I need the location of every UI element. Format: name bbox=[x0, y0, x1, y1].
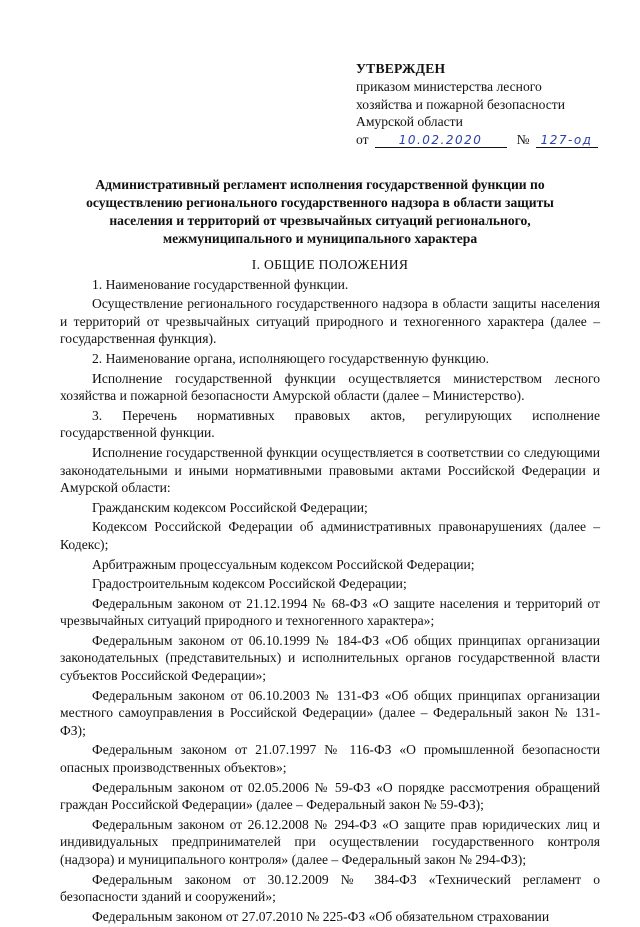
paragraph: 1. Наименование государственной функции. bbox=[92, 276, 349, 292]
paragraph: 3. Перечень нормативных правовых актов, регулирующих исполнение государственной функции. bbox=[60, 407, 600, 441]
handwritten-date: 10.02.2020 bbox=[375, 133, 507, 148]
paragraph: Федеральным законом от 27.07.2010 № 225-ФЗ «Об обязательном страховании bbox=[92, 908, 550, 924]
paragraph: Федеральным законом от 26.12.2008 № 294-ФЗ «О защите прав юридических лиц и индивидуальных предпринимателей при осуществлении государственного контроля (надзора) и муниципального контроля» (далее – Федеральный закон № 294-ФЗ); bbox=[60, 816, 600, 867]
approval-stamp bbox=[356, 60, 606, 149]
paragraph: Исполнение государственной функции осуществляется в соответствии со следующими законодательными и иными нормативными правовыми актами Российской Федерации и Амурской области: bbox=[60, 444, 600, 496]
paragraph: 2. Наименование органа, исполняющего государственную функцию. bbox=[92, 350, 489, 366]
approval-line-1: приказом министерства лесного bbox=[356, 78, 542, 94]
paragraph: Федеральным законом от 30.12.2009 № 384-ФЗ «Технический регламент о безопасности зданий и сооружений»; bbox=[60, 871, 600, 905]
paragraph: Федеральным законом от 21.12.1994 № 68-ФЗ «О защите населения и территорий от чрезвычайных ситуаций природного и техногенного характера»; bbox=[60, 595, 600, 629]
paragraph: Исполнение государственной функции осуществляется министерством лесного хозяйства и пожарной безопасности Амурской области (далее – Министерство). bbox=[60, 370, 600, 404]
document-body bbox=[60, 256, 600, 927]
paragraph: Осуществление регионального государственного надзора в области защиты населения и территорий от чрезвычайных ситуаций природного и техногенного характера (далее – государственная функция). bbox=[60, 296, 600, 347]
paragraph: Арбитражным процессуальным кодексом Российской Федерации; bbox=[92, 556, 475, 572]
paragraph: Федеральным законом от 02.05.2006 № 59-ФЗ «О порядке рассмотрения обращений граждан Российской Федерации» (далее – Федеральный закон № 59-ФЗ); bbox=[60, 779, 600, 813]
handwritten-number: 127-од bbox=[536, 133, 598, 148]
paragraph: Федеральным законом от 06.10.2003 № 131-ФЗ «Об общих принципах организации местного самоуправления в Российской Федерации» (далее – Федеральный закон № 131-ФЗ); bbox=[60, 687, 600, 738]
section-heading: I. ОБЩИЕ ПОЛОЖЕНИЯ bbox=[251, 257, 409, 272]
approval-line-2: хозяйства и пожарной безопасности bbox=[356, 96, 566, 112]
document-title: Административный регламент исполнения государственной функции по осуществлению регионального государственного надзора в области защиты населения и территорий от чрезвычайных ситуаций регионального, межмуниципального и муниципального характера bbox=[86, 177, 554, 246]
approval-title: УТВЕРЖДЕН bbox=[356, 61, 446, 76]
paragraph: Кодексом Российской Федерации об административных правонарушениях (далее – Кодекс); bbox=[60, 519, 600, 552]
approval-date-line bbox=[356, 131, 606, 149]
paragraph: Федеральным законом от 21.07.1997 № 116-ФЗ «О промышленной безопасности опасных производственных объектов»; bbox=[60, 742, 600, 776]
paragraph: Федеральным законом от 06.10.1999 № 184-ФЗ «Об общих принципах организации законодательных (представительных) и исполнительных органов государственной власти субъектов Российской Федерации»; bbox=[60, 632, 600, 684]
from-label: от bbox=[356, 132, 369, 148]
paragraph: Гражданским кодексом Российской Федерации; bbox=[92, 499, 368, 515]
approval-line-3: Амурской области bbox=[356, 114, 463, 130]
number-label: № bbox=[516, 132, 530, 148]
paragraph: Градостроительным кодексом Российской Федерации; bbox=[92, 576, 407, 592]
